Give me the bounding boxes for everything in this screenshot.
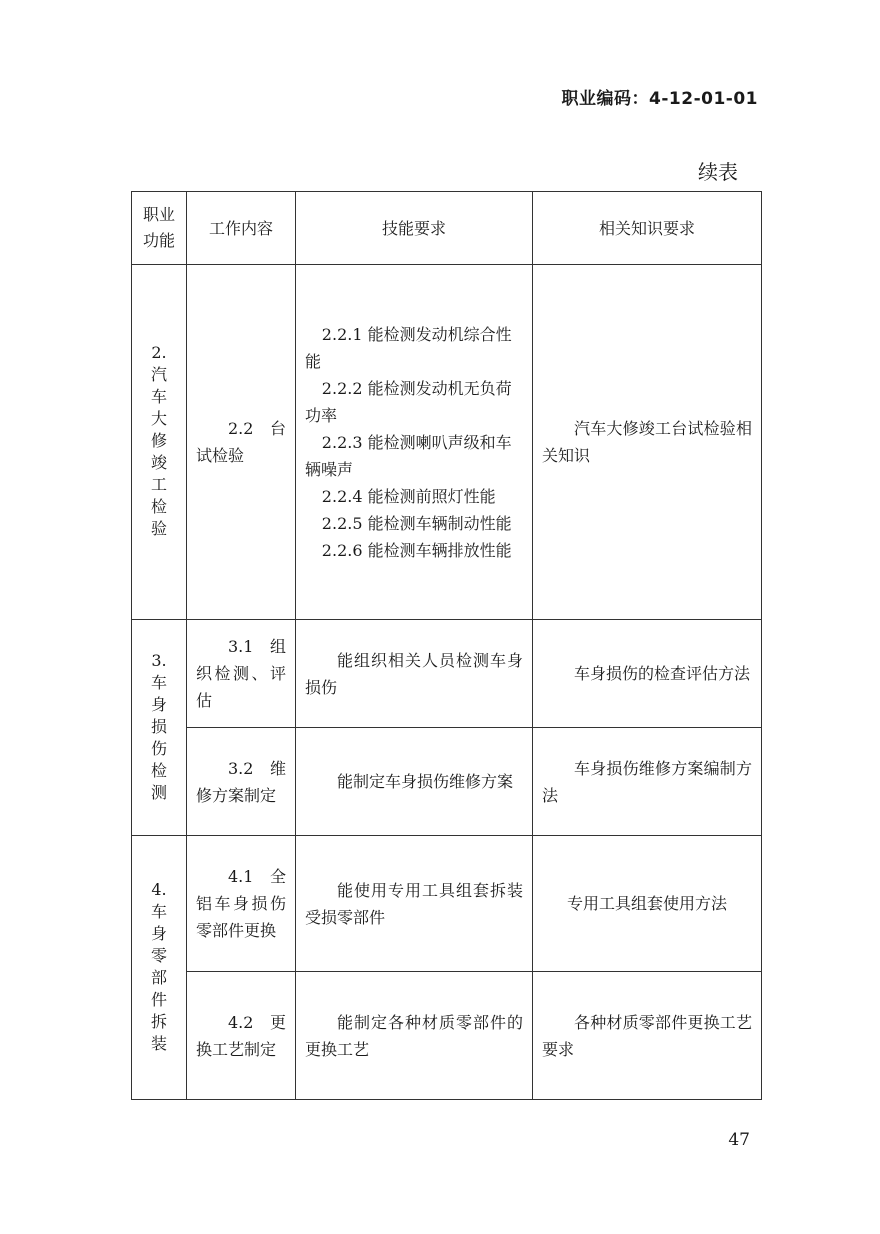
- function-cell: [132, 836, 187, 1100]
- knowledge-cell: 车身损伤的检查评估方法: [533, 620, 762, 728]
- skills-cell: 能使用专用工具组套拆装受损零部件: [296, 836, 533, 972]
- header-function: 职业功能: [132, 192, 187, 265]
- function-name: 车身损伤检测: [151, 672, 168, 802]
- knowledge-cell: 汽车大修竣工台试检验相关知识: [533, 265, 762, 620]
- skills-cell: 能组织相关人员检测车身损伤: [296, 620, 533, 728]
- knowledge-cell: 车身损伤维修方案编制方法: [533, 728, 762, 836]
- skills-cell: [296, 265, 533, 620]
- skills-cell: 能制定各种材质零部件的更换工艺: [296, 972, 533, 1100]
- function-number: 3.: [151, 650, 167, 670]
- skill-item: 2.2.3 能检测喇叭声级和车辆噪声: [305, 432, 512, 479]
- function-name: 车身零部件拆装: [151, 901, 168, 1053]
- knowledge-cell: 专用工具组套使用方法: [533, 836, 762, 972]
- header-work-content: 工作内容: [187, 192, 296, 265]
- skill-item: 2.2.6 能检测车辆排放性能: [321, 540, 512, 560]
- header-knowledge: 相关知识要求: [533, 192, 762, 265]
- function-number: 4.: [151, 879, 167, 899]
- work-content-cell: 4.2 更换工艺制定: [187, 972, 296, 1100]
- work-content-cell: 2.2 台试检验: [187, 265, 296, 620]
- skill-item: 2.2.5 能检测车辆制动性能: [321, 513, 512, 533]
- work-content-cell: 3.1 组织检测、评估: [187, 620, 296, 728]
- occupation-code: 职业编码：4-12-01-01: [561, 89, 758, 109]
- skill-item: 2.2.4 能检测前照灯性能: [321, 486, 496, 506]
- table-header-row: [132, 192, 762, 265]
- table-row: [132, 265, 762, 620]
- page-number: 47: [728, 1130, 750, 1150]
- header-skills: 技能要求: [296, 192, 533, 265]
- table-row: [132, 620, 762, 728]
- function-name: 汽车大修竣工检验: [151, 365, 168, 538]
- table-row: [132, 836, 762, 972]
- skill-item: 2.2.2 能检测发动机无负荷功率: [305, 378, 512, 425]
- skills-table: [131, 191, 762, 1100]
- table-row: [132, 972, 762, 1100]
- work-content-cell: 3.2 维修方案制定: [187, 728, 296, 836]
- skill-item: 2.2.1 能检测发动机综合性能: [305, 324, 512, 371]
- function-cell: [132, 620, 187, 836]
- table-row: [132, 728, 762, 836]
- skills-cell: 能制定车身损伤维修方案: [296, 728, 533, 836]
- function-cell: [132, 265, 187, 620]
- knowledge-cell: 各种材质零部件更换工艺要求: [533, 972, 762, 1100]
- work-content-cell: 4.1 全铝车身损伤零部件更换: [187, 836, 296, 972]
- function-number: 2.: [151, 343, 167, 362]
- continued-label: 续表: [698, 160, 738, 184]
